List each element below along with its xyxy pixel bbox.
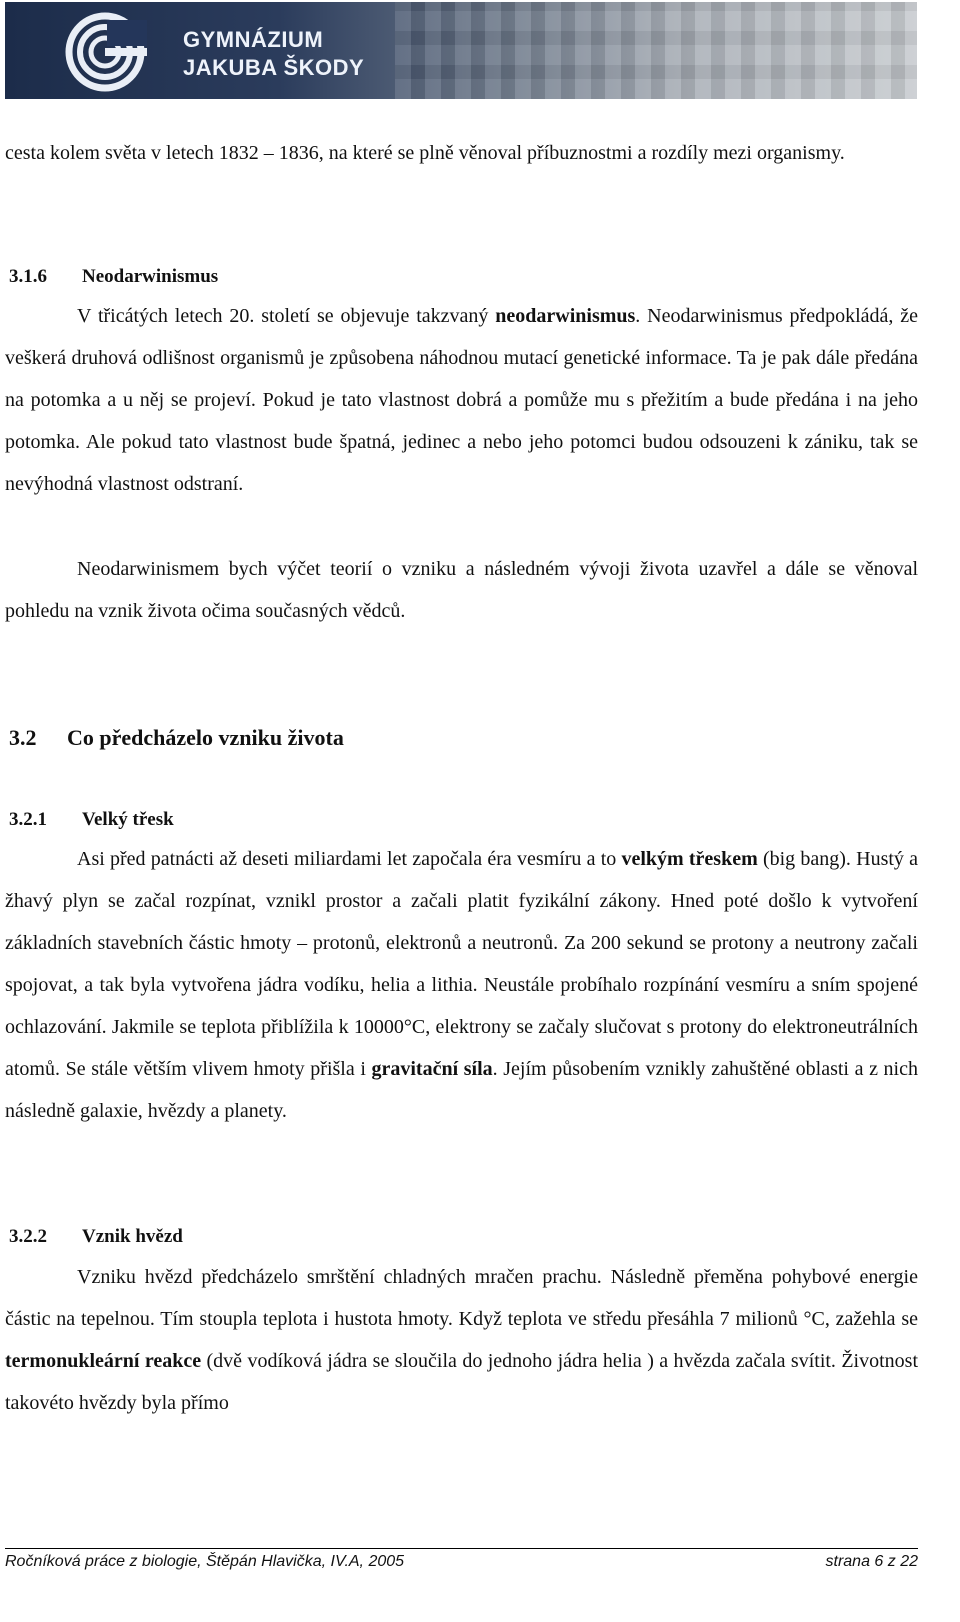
school-logo-icon [55,12,155,92]
footer-title: Ročníková práce z biologie, Štěpán Hlavička, IV.A, 2005 [5,1553,405,1570]
heading-3-1-6 [9,265,218,289]
paragraph-neodarwinism [5,295,918,505]
school-name-line2: JAKUBA ŠKODY [183,55,365,80]
school-name [183,26,364,82]
school-name-line1: GYMNÁZIUM [183,27,324,52]
heading-number: 3.2.2 [9,1226,47,1247]
page-footer [5,1548,918,1572]
paragraph-darwin-voyage: cesta kolem světa v letech 1832 – 1836, na které se plně věnoval příbuznostmi a rozdíly mezi organismy. [5,142,845,164]
text-run: Vzniku hvězd předcházelo smrštění chladných mračen prachu. Následně přeměna pohybové energie částic na tepelnou. Tím stoupla teplota i hustota hmoty. Když teplota ve středu přesáhla 7 milionů °C, zažehla se [5,1266,918,1330]
heading-title: Neodarwinismus [82,266,219,287]
paragraph-conclusion: Neodarwinismem bych výčet teorií o vzniku a následném vývoji života uzavřel a dále se věnoval pohledu na vznik života očima současných vědců. [5,558,918,622]
bold-term: velkým třeskem [621,848,758,870]
text-run: (big bang). Hustý a žhavý plyn se začal rozpínat, vznikl prostor a začali platit fyzikální zákony. Hned poté došlo k vytvoření základních stavebních částic hmoty – protonů, elektronů a neutronů. Za 200 sekund se protony a neutrony začali spojovat, a tak byla vytvořena jádra vodíku, helia a lithia. Neustále probíhalo rozpínání vesmíru a sním spojené ochlazování. Jakmile se teplota přiblížila k 10000°C, elektrony se začaly slučovat s protony do elektroneutrálních atomů. Se stále větším vlivem hmoty přišla i [5,848,918,1080]
text-run: . Neodarwinismus předpokládá, že veškerá druhová odlišnost organismů je způsobena náhodnou mutací genetické informace. Ta je pak dále předána na potomka a u něj se projeví. Pokud je tato vlastnost dobrá a pomůže mu s přežitím a bude předána i na jeho potomka. Ale pokud tato vlastnost bude špatná, jedinec a nebo jeho potomci budou odsouzeni k zániku, tak se nevýhodná vlastnost odstraní. [5,305,919,495]
heading-number: 3.2 [9,725,37,750]
heading-3-2-2 [9,1225,183,1249]
paragraph-star-formation [5,1256,918,1424]
text-run: Asi před patnácti až deseti miliardami let započala éra vesmíru a to [77,848,622,870]
heading-number: 3.1.6 [9,266,47,287]
text-run: V třicátých letech 20. století se objevuje takzvaný [77,305,496,327]
header-banner [5,2,917,99]
heading-title: Velký třesk [82,809,174,830]
text-run: (dvě vodíková jádra se sloučila do jednoho jádra helia ) a hvězda začala svítit. Životnost takovéto hvězdy byla přímo [5,1350,918,1414]
heading-title: Vznik hvězd [82,1226,183,1247]
building-photo [395,2,917,99]
paragraph-big-bang [5,838,918,1132]
bold-term: gravitační síla [371,1058,493,1080]
heading-title: Co předcházelo vzniku života [67,725,344,750]
heading-3-2 [9,724,344,752]
heading-number: 3.2.1 [9,809,47,830]
bold-term: termonukleární reakce [5,1350,202,1372]
page-number: strana 6 z 22 [825,1553,918,1570]
heading-3-2-1 [9,808,174,832]
text-run: . Jejím působením vznikly zahuštěné oblasti a z nich následně galaxie, hvězdy a planety. [5,1058,918,1122]
bold-term: neodarwinismus [495,305,636,327]
